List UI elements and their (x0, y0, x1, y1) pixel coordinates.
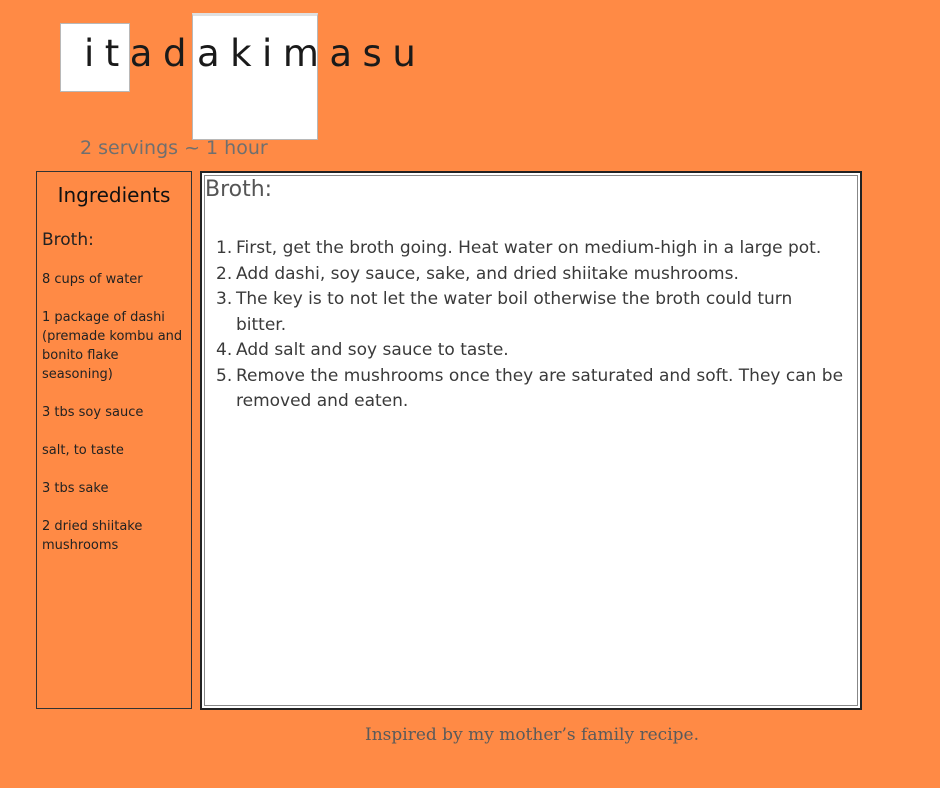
step-item: First, get the broth going. Heat water on medium-high in a large pot. (236, 238, 822, 258)
ingredient-list (42, 270, 192, 574)
ingredient-item: 3 tbs soy sauce (42, 405, 144, 420)
site-title: itadakimasu (84, 32, 427, 75)
ingredients-panel (36, 171, 192, 709)
ingredient-item: 3 tbs sake (42, 481, 109, 496)
servings-time: 2 servings ~ 1 hour (80, 137, 268, 159)
ingredient-item: salt, to taste (42, 443, 124, 458)
steps-list (216, 236, 846, 415)
step-item: Add salt and soy sauce to taste. (236, 340, 509, 360)
step-item: Add dashi, soy sauce, sake, and dried shiitake mushrooms. (236, 263, 739, 284)
steps-heading: Broth: (205, 177, 273, 202)
step-item: Remove the mushrooms once they are saturated and soft. They can be removed and eaten. (236, 365, 844, 411)
ingredient-item: 1 package of dashi (premade kombu and bonito flake seasoning) (42, 310, 183, 382)
ingredients-section-label: Broth: (42, 230, 94, 250)
ingredient-item: 2 dried shiitake mushrooms (42, 519, 143, 553)
ingredients-heading: Ingredients (57, 183, 171, 207)
step-item: The key is to not let the water boil otherwise the broth could turn bitter. (236, 289, 793, 335)
ingredient-item: 8 cups of water (42, 272, 143, 287)
footer-note: Inspired by my mother’s family recipe. (365, 725, 699, 745)
steps-panel (200, 171, 862, 710)
